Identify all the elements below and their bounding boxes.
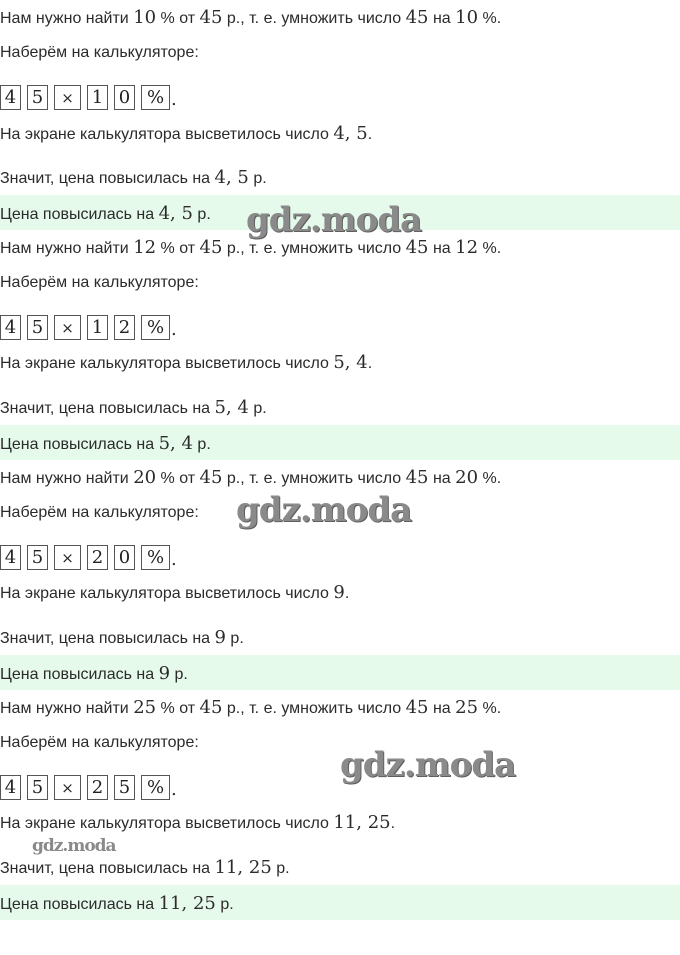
conclusion-text: Значит, цена повысилась на 11, 25 р. [0, 857, 290, 878]
calculator-key-percent: % [141, 85, 170, 110]
sentence-period: . [171, 319, 177, 340]
calculator-key: 0 [114, 545, 135, 570]
calculator-key-sequence [0, 312, 177, 340]
problem-statement: Нам нужно найти 12 % от 45 р., т. е. умножить число 45 на 12 %. [0, 237, 502, 258]
calculator-key: 2 [87, 775, 108, 800]
calculator-key: 1 [87, 315, 108, 340]
calculator-key: 1 [87, 85, 108, 110]
calculator-key: 4 [0, 545, 21, 570]
calculator-result: На экране калькулятора высветилось число 5, 4. [0, 352, 373, 373]
calculator-result: На экране калькулятора высветилось число 4, 5. [0, 123, 373, 144]
calculator-key: 2 [114, 315, 135, 340]
answer-text: Цена повысилась на 5, 4 р. [0, 433, 211, 454]
conclusion-text: Значит, цена повысилась на 9 р. [0, 627, 244, 648]
answer-text: Цена повысилась на 11, 25 р. [0, 893, 234, 914]
calculator-key-percent: % [141, 775, 170, 800]
calculator-key-sequence [0, 772, 177, 800]
calculator-key: 4 [0, 775, 21, 800]
sentence-period: . [171, 549, 177, 570]
calculator-key-sequence [0, 542, 177, 570]
conclusion-text: Значит, цена повысилась на 4, 5 р. [0, 167, 267, 188]
calculator-key: 5 [27, 315, 48, 340]
watermark-logo: gdz.moda [340, 745, 516, 785]
calculator-key-multiply: × [54, 85, 81, 110]
calculator-instruction: Наберём на калькуляторе: [0, 734, 199, 751]
calculator-key-percent: % [141, 315, 170, 340]
conclusion-text: Значит, цена повысилась на 5, 4 р. [0, 397, 267, 418]
calculator-key-multiply: × [54, 315, 81, 340]
calculator-key: 2 [87, 545, 108, 570]
sentence-period: . [171, 89, 177, 110]
watermark-logo-small: gdz.moda [32, 836, 116, 856]
calculator-key-multiply: × [54, 775, 81, 800]
sentence-period: . [171, 779, 177, 800]
calculator-key-percent: % [141, 545, 170, 570]
calculator-result: На экране калькулятора высветилось число 11, 25. [0, 812, 396, 833]
watermark-logo: gdz.moda [236, 490, 412, 530]
calculator-key: 4 [0, 85, 21, 110]
problem-statement: Нам нужно найти 25 % от 45 р., т. е. умножить число 45 на 25 %. [0, 697, 502, 718]
answer-text: Цена повысилась на 9 р. [0, 663, 188, 684]
problem-statement: Нам нужно найти 10 % от 45 р., т. е. умножить число 45 на 10 %. [0, 7, 502, 28]
watermark-logo: gdz.moda [246, 200, 422, 240]
answer-text: Цена повысилась на 4, 5 р. [0, 203, 211, 224]
calculator-key: 5 [27, 775, 48, 800]
calculator-result: На экране калькулятора высветилось число 9. [0, 582, 350, 603]
calculator-key-multiply: × [54, 545, 81, 570]
calculator-instruction: Наберём на калькуляторе: [0, 274, 199, 291]
calculator-key: 5 [114, 775, 135, 800]
problem-statement: Нам нужно найти 20 % от 45 р., т. е. умножить число 45 на 20 %. [0, 467, 502, 488]
calculator-key: 0 [114, 85, 135, 110]
calculator-key: 5 [27, 85, 48, 110]
calculator-key-sequence [0, 82, 177, 110]
calculator-key: 4 [0, 315, 21, 340]
calculator-instruction: Наберём на калькуляторе: [0, 504, 199, 521]
calculator-instruction: Наберём на калькуляторе: [0, 44, 199, 61]
calculator-key: 5 [27, 545, 48, 570]
